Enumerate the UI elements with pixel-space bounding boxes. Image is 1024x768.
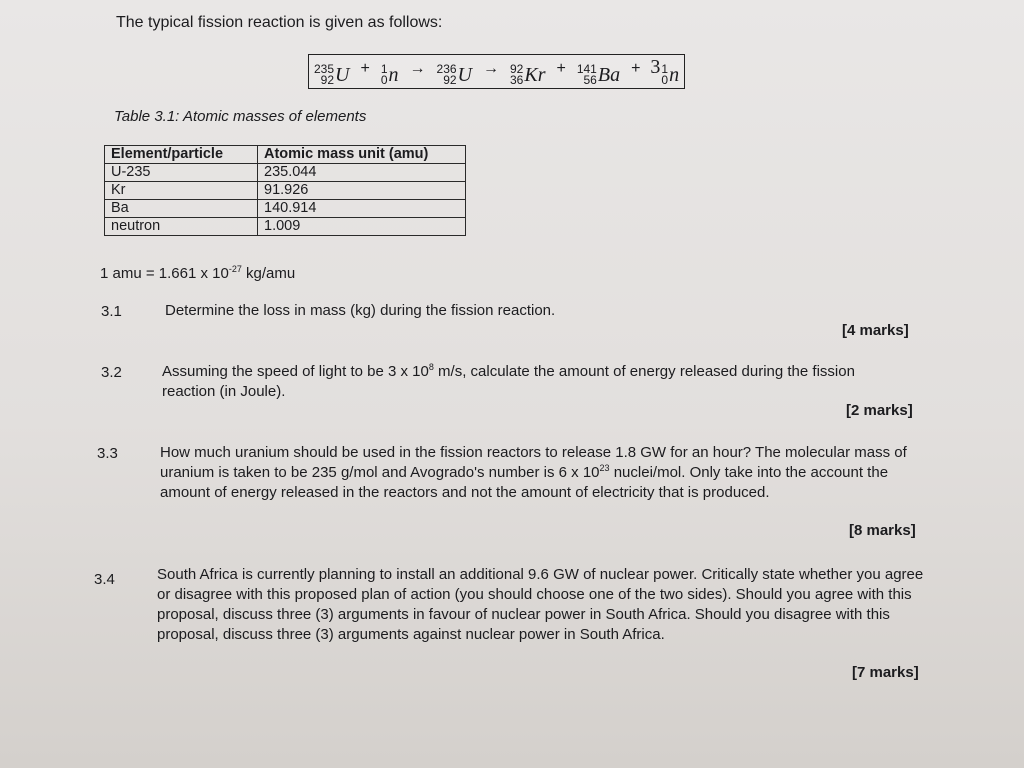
- conversion-lead: 1 amu = 1.661 x 10: [100, 265, 229, 282]
- nuclide-neutron-out: [661, 64, 679, 87]
- plus-sign: +: [360, 60, 370, 77]
- element-cell: U-235: [105, 164, 258, 182]
- question-marks: [2 marks]: [846, 402, 913, 419]
- question-text: Determine the loss in mass (kg) during the fission reaction.: [165, 302, 556, 319]
- mass-number: 235: [314, 62, 335, 76]
- element-cell: Ba: [105, 200, 258, 218]
- question-text-part: How much uranium should be used in the fission reactors to release 1.8 GW for an hour? The molecular mass of uranium is taken to be 235 g/mol and Avogrado's number is 6 x 10: [160, 444, 907, 481]
- question-text-part: nuclei/mol. Only take into the account the amount of energy released in the reactors and not the amount of electricity that is produced.: [160, 464, 889, 501]
- table-row: [105, 182, 466, 200]
- arrow-icon: →: [483, 60, 499, 77]
- amu-conversion: [100, 264, 295, 282]
- question-number: 3.4: [94, 571, 115, 588]
- table-row: [105, 164, 466, 182]
- column-header: Atomic mass unit (amu): [258, 146, 466, 164]
- question-number: 3.3: [97, 445, 118, 462]
- element-symbol: U: [335, 63, 350, 86]
- atomic-number: 56: [583, 73, 597, 87]
- arrow-icon: →: [409, 60, 426, 77]
- mass-number: 1: [380, 62, 388, 76]
- element-symbol: U: [457, 63, 472, 86]
- question-text-part: m/s, calculate the amount of energy released during the fission reaction (in Joule).: [162, 363, 855, 400]
- mass-number: 92: [510, 62, 524, 76]
- mass-number: 1: [661, 62, 669, 76]
- atomic-number: 0: [661, 73, 669, 87]
- atomic-number: 92: [320, 73, 335, 87]
- question-marks: [7 marks]: [852, 664, 919, 681]
- plus-sign: +: [556, 60, 566, 77]
- mass-number: 236: [436, 62, 457, 76]
- element-symbol: n: [669, 63, 680, 86]
- atomic-number: 36: [510, 73, 524, 87]
- question-number: 3.1: [101, 303, 122, 320]
- mass-cell: 91.926: [258, 182, 466, 200]
- element-symbol: n: [388, 63, 399, 86]
- element-cell: neutron: [105, 218, 258, 236]
- table-row: [105, 218, 466, 236]
- question-marks: [4 marks]: [842, 322, 909, 339]
- nuclide-u235: [314, 64, 349, 87]
- plus-sign: +: [631, 60, 641, 77]
- question-text: [160, 443, 915, 503]
- nuclide-kr: [510, 64, 545, 87]
- element-symbol: Kr: [524, 63, 546, 86]
- atomic-number: 92: [443, 73, 457, 87]
- element-cell: Kr: [105, 182, 258, 200]
- mass-cell: 1.009: [258, 218, 466, 236]
- intro-text: The typical fission reaction is given as follows:: [116, 14, 443, 31]
- element-symbol: Ba: [597, 63, 621, 86]
- nuclide-u236: [437, 64, 472, 87]
- mass-cell: 235.044: [258, 164, 466, 182]
- conversion-tail: kg/amu: [241, 265, 296, 282]
- question-number: 3.2: [101, 364, 122, 381]
- mass-number: 141: [576, 62, 597, 76]
- question-text: South Africa is currently planning to install an additional 9.6 GW of nuclear power. Critically state whether you agree or disagree with this proposed plan of action (you should choose one of the two sides). Should you agree with this proposal, discuss three (3) arguments in favour of nuclear power in South Africa. Should you disagree with this proposal, discuss three (3) arguments against nuclear power in South Africa.: [157, 566, 924, 643]
- question-text: [162, 362, 907, 402]
- mass-cell: 140.914: [258, 200, 466, 218]
- table-header-row: [105, 146, 466, 164]
- question-text-part: Assuming the speed of light to be 3 x 10: [162, 363, 429, 380]
- table-row: [105, 200, 466, 218]
- question-exponent: 23: [599, 463, 610, 473]
- neutron-coefficient: 3: [650, 56, 661, 78]
- nuclide-neutron-in: [381, 64, 399, 87]
- atomic-number: 0: [380, 73, 388, 87]
- column-header: Element/particle: [105, 146, 258, 164]
- nuclide-ba: [577, 64, 620, 87]
- atomic-mass-table: [104, 145, 466, 236]
- table-caption: Table 3.1: Atomic masses of elements: [114, 108, 367, 125]
- question-exponent: 8: [428, 362, 434, 372]
- conversion-exponent: -27: [228, 264, 242, 274]
- question-marks: [8 marks]: [849, 522, 916, 539]
- fission-equation: [308, 54, 685, 89]
